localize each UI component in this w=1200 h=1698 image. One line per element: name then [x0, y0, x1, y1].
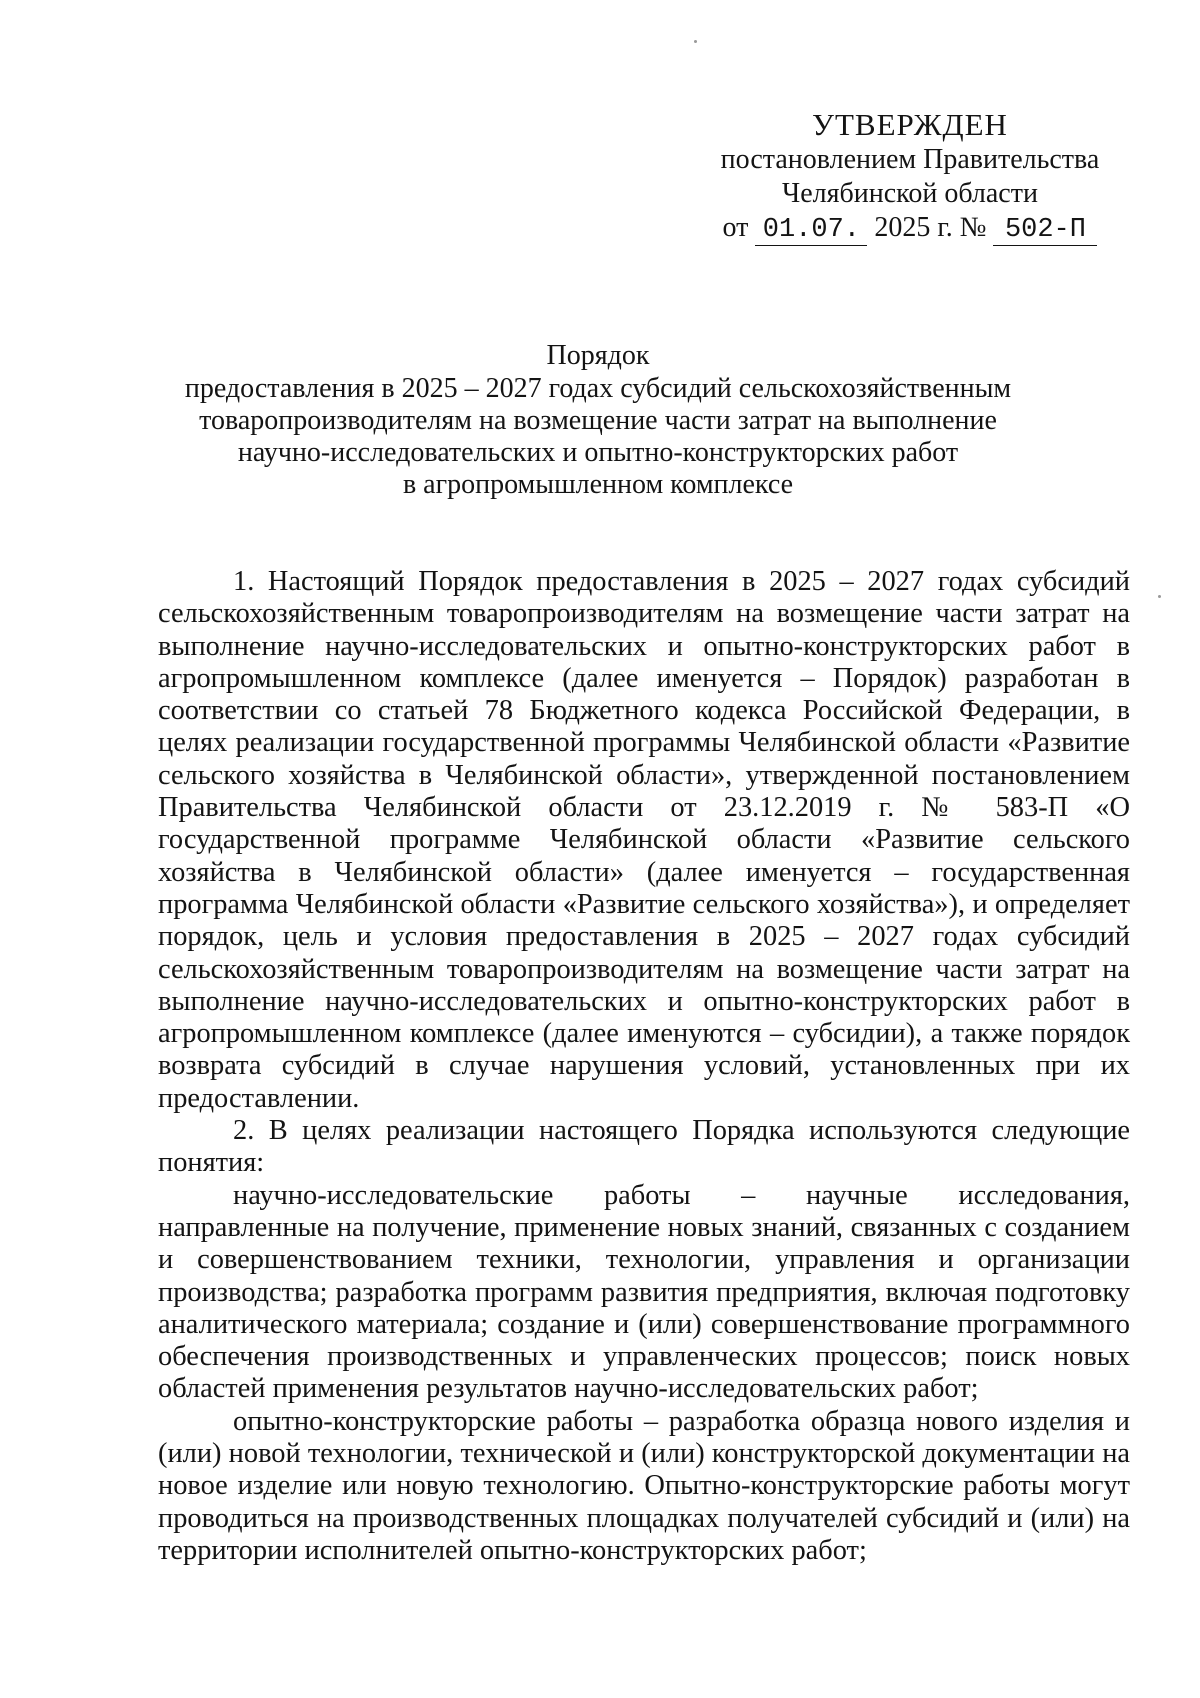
approval-heading: УТВЕРЖДЕН [812, 107, 1008, 142]
date-prefix: от [722, 212, 749, 243]
approval-line-1: постановлением Правительства [720, 144, 1100, 175]
date-field: 01.07. [755, 215, 867, 246]
document-title [150, 340, 1046, 501]
paragraph-1: 1. Настоящий Порядок предоставления в 2025 – 2027 годах субсидий сельскохозяйственным товаропроизводителям на возмещение части затрат на выполнение научно-исследовательских и опытно-конструкторских работ в агропромышленном комплексе (далее именуется – Порядок) разработан в соответствии со статьей 78 Бюджетного кодекса Российской Федерации, в целях реализации государственной программы Челябинской области «Развитие сельского хозяйства в Челябинской области», утвержденной постановлением Правительства Челябинской области от 23.12.2019 г. № 583-П «О государственной программе Челябинской области «Развитие сельского хозяйства в Челябинской области» (далее именуется – государственная программа Челябинской области «Развитие сельского хозяйства»), и определяет порядок, цель и условия предоставления в 2025 – 2027 годах субсидий сельскохозяйственным товаропроизводителям на возмещение части затрат на выполнение научно-исследовательских и опытно-конструкторских работ в агропромышленном комплексе (далее именуются – субсидии), а также порядок возврата субсидий в случае нарушения условий, установленных при их предоставлении. [158, 566, 1130, 1114]
title-heading: Порядок [546, 340, 650, 371]
approval-line-2: Челябинской области [782, 178, 1038, 209]
title-line-4: в агропромышленном комплексе [402, 469, 794, 500]
paragraph-4: опытно-конструкторские работы – разработка образца нового изделия и (или) новой технологии, технической и (или) конструкторской документации на новое изделие или новую технологию. Опытно-конструкторские работы могут проводиться на производственных площадках получателей субсидий и (или) на территории исполнителей опытно-конструкторских работ; [158, 1405, 1130, 1566]
scan-artifact [1158, 595, 1161, 598]
title-line-1: предоставления в 2025 – 2027 годах субсидий сельскохозяйственным [184, 373, 1012, 404]
document-body [158, 566, 1130, 1567]
scan-artifact [694, 40, 697, 43]
paragraph-3: научно-исследовательские работы – научные исследования, направленные на получение, применение новых знаний, связанных с созданием и совершенствованием техники, технологии, управления и организации производства; разработка программ развития предприятия, включая подготовку аналитического материала; создание и (или) совершенствование программного обеспечения производственных и управленческих процессов; поиск новых областей применения результатов научно-исследовательских работ; [158, 1179, 1130, 1405]
title-line-2: товаропроизводителям на возмещение части затрат на выполнение [199, 405, 997, 436]
approval-block [690, 108, 1130, 246]
paragraph-2: 2. В целях реализации настоящего Порядка используются следующие понятия: [158, 1115, 1130, 1179]
title-line-3: научно-исследовательских и опытно-конструкторских работ [237, 437, 959, 468]
approval-date-line [690, 211, 1130, 246]
date-year: 2025 г. № [874, 212, 987, 243]
resolution-number-field: 502-П [993, 215, 1097, 246]
